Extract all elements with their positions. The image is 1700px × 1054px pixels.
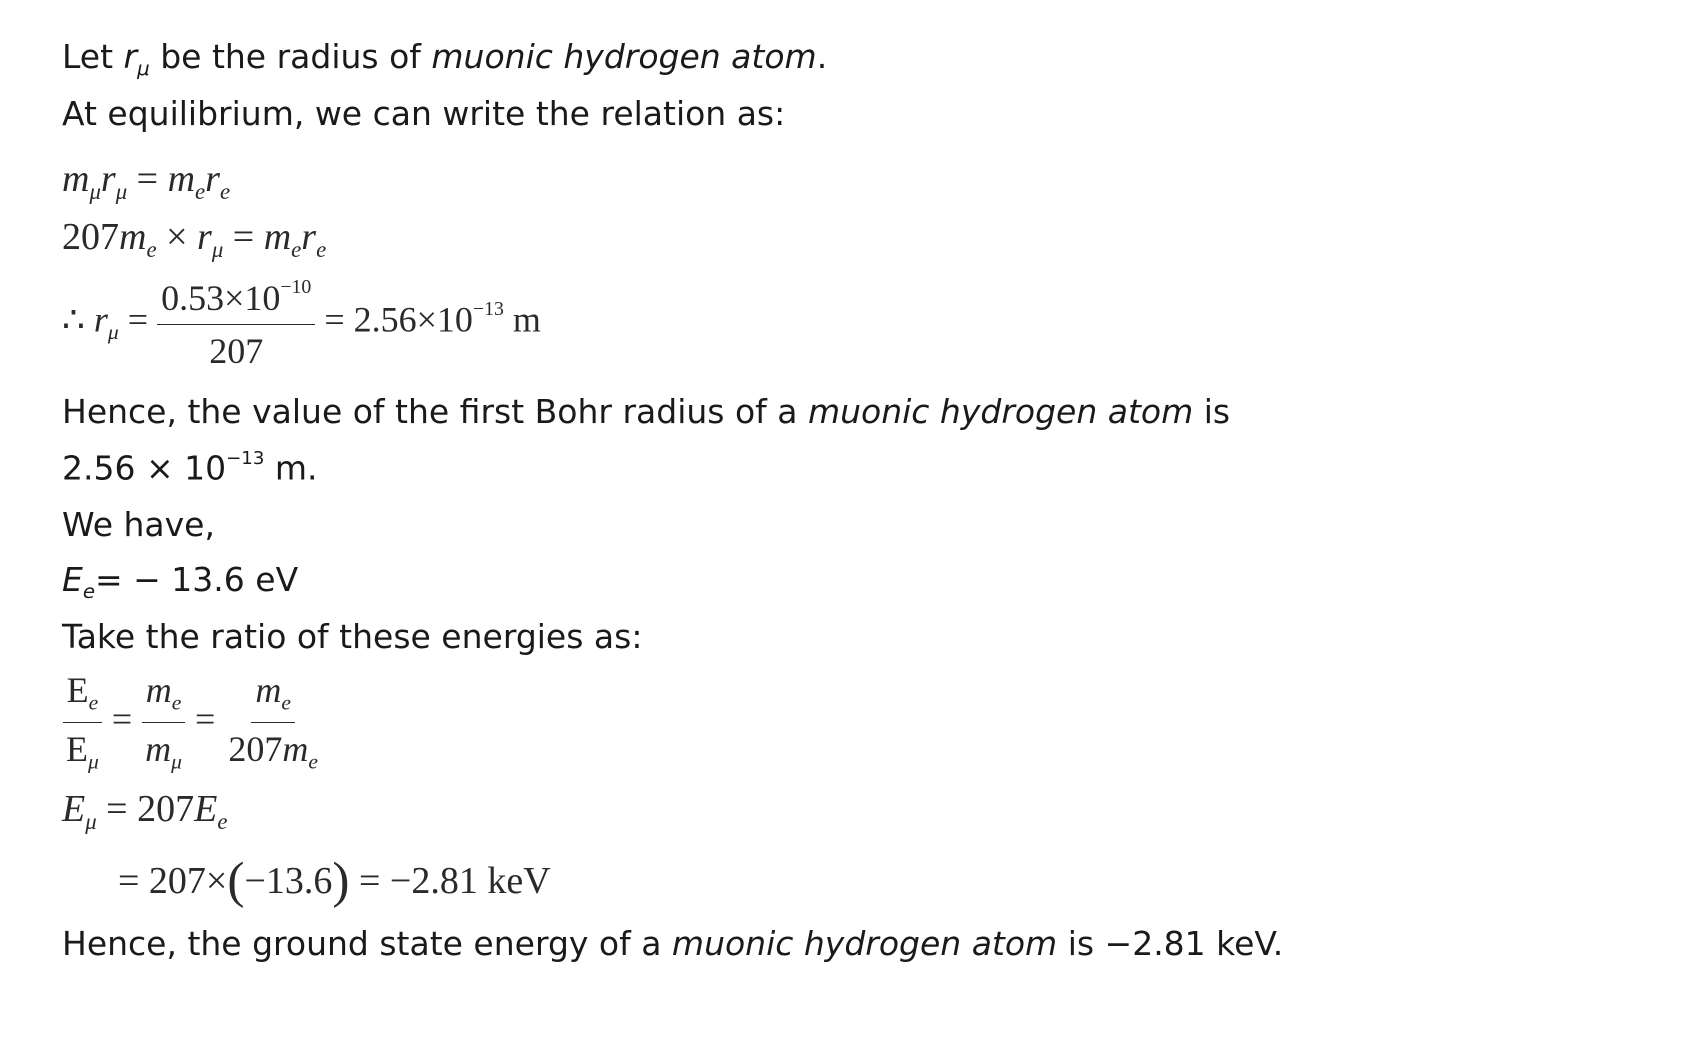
eq6-left-paren: ( <box>227 852 245 909</box>
intro-text-start: Let <box>62 37 124 76</box>
eq1-sub-mu-1: μ <box>89 178 101 204</box>
radius-value-exp: −13 <box>226 448 265 469</box>
eq2-sub-e-3: e <box>316 236 327 262</box>
intro-text-mid: be the radius of <box>149 37 432 76</box>
eq2-equals: = <box>223 216 264 258</box>
eq4-m2: m <box>145 729 172 770</box>
eq1-equals: = <box>127 158 168 200</box>
intro-line <box>62 37 828 80</box>
eq4-207: 207 <box>228 729 283 770</box>
eq5-equals-207: = 207 <box>96 788 195 830</box>
eq2-sub-e-1: e <box>146 236 157 262</box>
eq4-sub-e3: e <box>281 690 291 715</box>
radius-value-line <box>62 448 318 488</box>
eq3-equals: = <box>118 299 158 340</box>
symbol-r: r <box>123 37 138 76</box>
radius-value-unit: m. <box>264 448 318 488</box>
eq1-m: m <box>62 158 90 200</box>
equation-substitution <box>62 218 326 262</box>
eq6-value: −13.6 <box>244 859 333 902</box>
mass-ratio-207-num <box>251 672 295 723</box>
eq4-m4: m <box>282 729 309 770</box>
eq3-num-exp: −10 <box>280 276 312 298</box>
eq3-num-base: 0.53×10 <box>161 277 281 318</box>
therefore-symbol: ∴ <box>62 299 94 340</box>
eq3-r: r <box>93 299 108 340</box>
eq2-coef: 207 <box>62 216 119 258</box>
eq3-result-exp: −13 <box>472 297 504 320</box>
energy-ratio-den <box>62 723 103 773</box>
eq4-equals-1: = <box>102 698 142 739</box>
radius-fraction <box>157 278 315 369</box>
equation-muon-energy-value <box>118 852 551 909</box>
energy-conclusion-text: Hence, the ground state energy of a <box>62 924 672 963</box>
eq3-unit: m <box>503 299 541 340</box>
equation-radius-result <box>62 278 541 369</box>
electron-energy-value: = − 13.6 eV <box>95 560 299 599</box>
eq4-sub-mu1: μ <box>88 749 99 774</box>
mass-ratio-207-fraction <box>224 672 322 773</box>
subscript-mu: μ <box>137 56 150 80</box>
eq4-E1: E <box>66 670 89 710</box>
eq4-sub-e2: e <box>171 690 182 715</box>
eq2-sub-e-2: e <box>291 236 302 262</box>
eq4-E2: E <box>66 729 88 770</box>
eq1-r2: r <box>205 158 220 200</box>
eq5-sub-e: e <box>217 808 228 834</box>
eq1-sub-e-1: e <box>195 178 206 204</box>
radius-conclusion-line <box>62 392 1231 431</box>
eq3-result: = 2.56×10 <box>315 299 473 340</box>
eq4-m3: m <box>255 670 282 710</box>
eq4-sub-mu2: μ <box>171 749 182 774</box>
eq4-equals-2: = <box>186 698 225 739</box>
eq6-right-paren: ) <box>332 852 350 909</box>
eq1-sub-e-2: e <box>219 178 231 204</box>
radius-fraction-denominator: 207 <box>209 330 264 371</box>
energy-symbol: E <box>62 560 83 599</box>
eq3-sub-mu: μ <box>107 320 119 345</box>
radius-value-base: 2.56 × 10 <box>62 448 227 488</box>
eq2-times: × <box>156 216 198 258</box>
eq1-r: r <box>100 158 116 200</box>
eq5-sub-mu: μ <box>85 808 97 834</box>
mass-ratio-den <box>141 723 186 773</box>
eq5-E: E <box>62 788 86 830</box>
equilibrium-line: At equilibrium, we can write the relation as: <box>62 94 786 133</box>
eq4-sub-e1: e <box>88 690 99 715</box>
mass-ratio-num <box>142 672 186 723</box>
electron-energy-line <box>62 560 299 603</box>
mass-ratio-fraction <box>141 672 186 773</box>
radius-conclusion-text: Hence, the value of the first Bohr radius of a <box>62 392 808 431</box>
eq6-pre: = 207× <box>118 859 228 902</box>
equation-momentum-balance <box>62 160 230 204</box>
energy-conclusion-line <box>62 924 1284 963</box>
radius-fraction-numerator <box>157 278 315 325</box>
intro-emphasis: muonic hydrogen atom <box>431 37 817 76</box>
intro-text-end: . <box>816 37 828 76</box>
energy-conclusion-emphasis: muonic hydrogen atom <box>671 924 1058 963</box>
eq4-sub-e4: e <box>308 749 318 774</box>
ratio-intro-line: Take the ratio of these energies as: <box>62 617 643 656</box>
eq1-m2: m <box>167 158 196 200</box>
energy-subscript-e: e <box>82 579 96 603</box>
energy-ratio-fraction <box>62 672 103 773</box>
eq2-m2: m <box>263 216 292 258</box>
eq6-result: = −2.81 keV <box>349 859 551 902</box>
radius-conclusion-end: is <box>1193 392 1231 431</box>
equation-muon-energy <box>62 790 227 834</box>
eq2-r2: r <box>301 216 317 258</box>
mass-ratio-207-den <box>224 723 322 773</box>
eq1-sub-mu-2: μ <box>115 178 128 204</box>
eq2-sub-mu: μ <box>211 236 224 262</box>
eq5-E2: E <box>194 788 218 830</box>
eq2-r: r <box>197 216 212 258</box>
we-have-line: We have, <box>62 505 215 544</box>
eq2-m: m <box>119 216 147 258</box>
radius-conclusion-emphasis: muonic hydrogen atom <box>807 392 1194 431</box>
eq4-m1: m <box>145 670 172 710</box>
energy-ratio-num <box>63 672 103 723</box>
equation-energy-ratio <box>62 672 322 773</box>
energy-conclusion-end: is −2.81 keV. <box>1057 924 1284 963</box>
